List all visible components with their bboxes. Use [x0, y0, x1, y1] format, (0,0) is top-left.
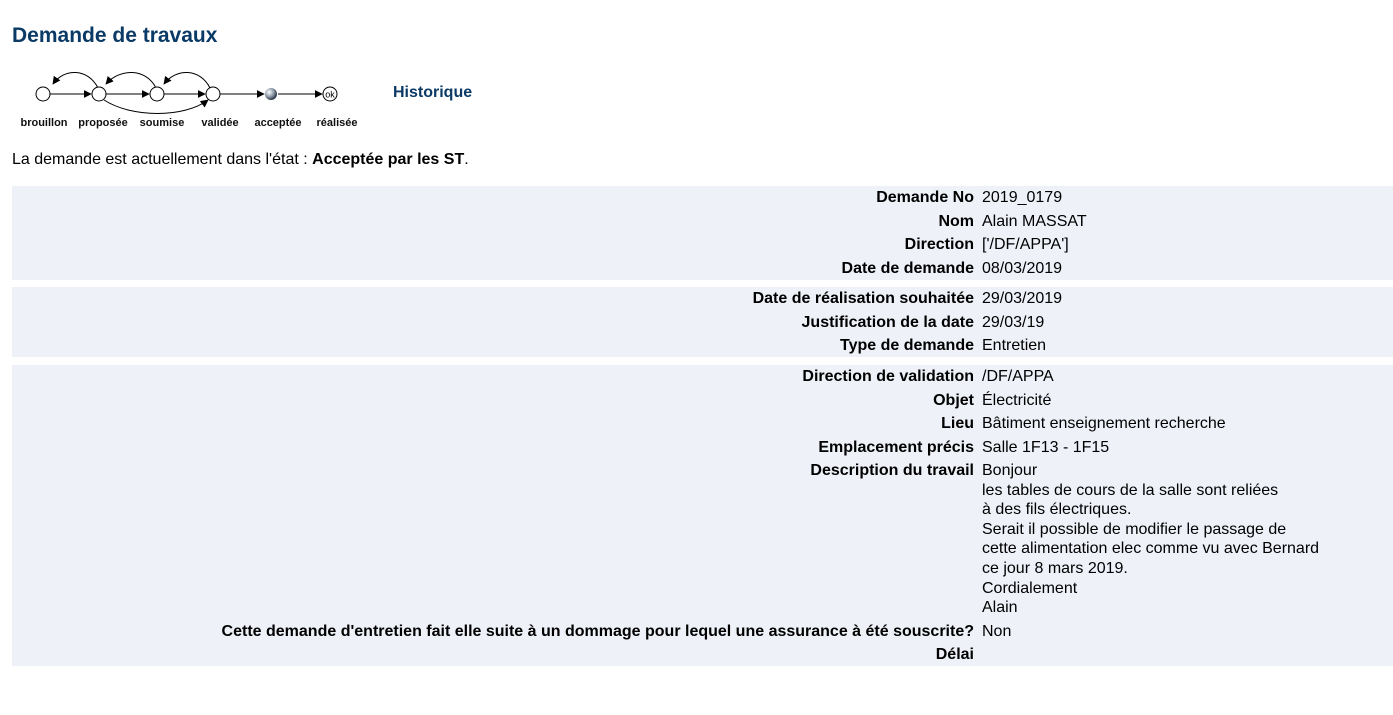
state-prefix: La demande est actuellement dans l'état : [12, 151, 313, 168]
field-row [12, 620, 1393, 644]
field-row [12, 436, 1393, 460]
field-label-date-demande: Date de demande [841, 259, 974, 277]
field-value-nom: Alain MASSAT [982, 212, 1087, 230]
field-label-demande-no: Demande No [876, 189, 974, 206]
field-value-delai [982, 643, 1393, 667]
field-row-description [12, 459, 1393, 620]
field-value-assurance: Non [982, 622, 1012, 640]
field-label-date-realisation: Date de réalisation souhaitée [752, 290, 974, 307]
field-label-direction: Direction [904, 236, 974, 253]
field-value-demande-no: 2019_0179 [982, 189, 1063, 206]
node-brouillon [36, 87, 50, 101]
ok-marker: ok [325, 89, 335, 100]
section-planning [12, 287, 1393, 357]
description-line: à des fils électriques. [982, 501, 1132, 519]
field-row [12, 389, 1393, 413]
description-line: ce jour 8 mars 2019. [982, 559, 1128, 577]
field-row [12, 311, 1393, 335]
field-label-direction-validation: Direction de validation [802, 368, 974, 385]
node-validee [206, 87, 220, 101]
section-details [12, 365, 1393, 666]
history-link[interactable]: Historique [393, 84, 473, 101]
workflow-diagram [12, 64, 372, 134]
node-proposee [92, 87, 106, 101]
field-row [12, 210, 1393, 234]
description-line: Alain [982, 599, 1018, 617]
step-label-acceptee: acceptée [254, 117, 302, 129]
description-line: Serait il possible de modifier le passage de [982, 520, 1287, 538]
field-value-description [982, 459, 1393, 620]
field-label-description: Description du travail [810, 462, 974, 479]
field-row [12, 334, 1393, 358]
step-label-realisee: réalisée [316, 117, 358, 129]
field-row [12, 643, 1393, 667]
field-value-type-demande: Entretien [982, 337, 1047, 354]
description-line: les tables de cours de la salle sont reliées [982, 481, 1279, 499]
field-row [12, 257, 1393, 281]
field-row [12, 287, 1393, 311]
field-row [12, 412, 1393, 436]
node-soumise [150, 87, 164, 101]
description-line: cette alimentation elec comme vu avec Bernard [982, 540, 1320, 558]
field-value-date-demande: 08/03/2019 [982, 259, 1063, 277]
arrow-back-proposee [53, 72, 98, 88]
page-title: Demande de travaux [12, 24, 218, 47]
step-label-validee: validée [201, 117, 239, 129]
field-label-nom: Nom [938, 212, 974, 230]
state-suffix: . [464, 151, 469, 168]
field-value-direction-validation: /DF/APPA [982, 368, 1054, 385]
field-row [12, 365, 1393, 389]
field-value-emplacement: Salle 1F13 - 1F15 [982, 438, 1110, 456]
field-value-lieu: Bâtiment enseignement recherche [982, 415, 1226, 432]
field-row [12, 186, 1393, 210]
step-label-brouillon: brouillon [20, 117, 68, 129]
node-acceptee-current [265, 88, 277, 100]
step-label-proposee: proposée [78, 117, 128, 129]
field-label-emplacement: Emplacement précis [818, 438, 974, 456]
step-label-soumise: soumise [139, 117, 185, 129]
arrow-back-soumise [106, 72, 156, 88]
field-label-type-demande: Type de demande [840, 337, 974, 354]
arrow-back-validee [164, 72, 210, 88]
workflow-graph [12, 64, 372, 114]
field-value-justification: 29/03/19 [982, 313, 1045, 331]
field-label-justification: Justification de la date [801, 313, 974, 331]
description-line: Cordialement [982, 579, 1078, 597]
field-label-delai: Délai [935, 646, 974, 664]
field-value-objet: Électricité [982, 391, 1052, 409]
state-line [12, 151, 469, 169]
field-value-direction: ['/DF/APPA'] [982, 236, 1069, 253]
field-label-lieu: Lieu [941, 415, 974, 432]
field-value-date-realisation: 29/03/2019 [982, 290, 1063, 307]
description-line: Bonjour [982, 462, 1038, 479]
field-row [12, 233, 1393, 257]
arrow-skip-proposee-validee [104, 100, 208, 114]
field-label-assurance: Cette demande d'entretien fait elle suite à un dommage pour lequel une assurance à été souscrite? [221, 622, 974, 640]
field-label-objet: Objet [933, 391, 974, 409]
section-identification [12, 186, 1393, 280]
state-value: Acceptée par les ST [312, 151, 465, 168]
